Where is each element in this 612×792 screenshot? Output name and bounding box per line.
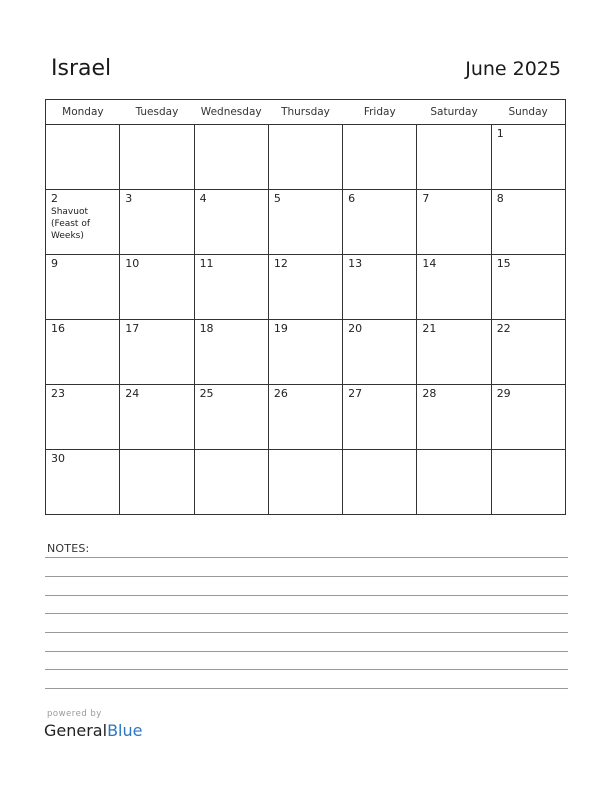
brand-blue-text: Blue [107,721,143,740]
day-number: 5 [273,192,281,205]
weekday-header-wednesday: Wednesday [194,100,268,125]
empty-day-cell [417,450,491,515]
weekday-header-monday: Monday [46,100,120,125]
day-cell [194,190,268,255]
day-cell [343,255,417,320]
day-cell [491,255,565,320]
calendar-week-row [46,385,566,450]
day-cell [491,125,565,190]
day-cell [120,255,194,320]
day-cell [491,190,565,255]
day-cell [491,385,565,450]
empty-day-cell [194,450,268,515]
weekday-header-sunday: Sunday [491,100,565,125]
calendar-week-row [46,255,566,320]
day-cell [46,385,120,450]
note-line [45,576,568,577]
day-cell [194,255,268,320]
day-cell [268,320,342,385]
day-number [417,125,490,127]
day-number: 27 [348,387,363,400]
day-number: 12 [273,257,288,270]
day-number: 7 [422,192,430,205]
day-number: 24 [125,387,140,400]
day-number [343,125,416,127]
empty-day-cell [120,450,194,515]
note-line [45,613,568,614]
empty-day-cell [46,125,120,190]
day-number: 2 [51,192,58,205]
day-cell [46,450,120,515]
note-line [45,595,568,596]
note-line [45,632,568,633]
day-number: 8 [496,192,504,205]
day-number: 16 [51,322,65,335]
calendar-grid [45,99,566,515]
generalblue-logo[interactable] [44,720,142,742]
day-cell [120,190,194,255]
note-line [45,688,568,689]
day-cell [417,255,491,320]
day-cell [268,255,342,320]
day-cell [417,385,491,450]
calendar-month-title: June 2025 [465,58,561,80]
day-cell [491,320,565,385]
day-number [195,125,268,127]
empty-day-cell [268,450,342,515]
weekday-header-thursday: Thursday [268,100,342,125]
day-cell [268,385,342,450]
day-number [120,125,193,127]
calendar-country-title: Israel [51,56,112,81]
holiday-label: Shavuot (Feast of Weeks) [51,207,91,241]
day-number: 21 [422,322,437,335]
day-number: 30 [51,452,65,465]
day-cell [46,190,120,255]
day-number: 25 [199,387,214,400]
empty-day-cell [120,125,194,190]
day-number: 3 [125,192,133,205]
day-number [492,450,565,452]
day-cell [46,255,120,320]
day-number: 15 [496,257,511,270]
calendar-week-row [46,320,566,385]
notes-label: NOTES: [47,542,90,555]
day-cell [417,190,491,255]
day-number [120,450,193,452]
day-number: 18 [199,322,214,335]
note-line [45,557,568,558]
day-number: 6 [348,192,356,205]
weekday-header-saturday: Saturday [417,100,491,125]
day-number: 29 [496,387,511,400]
day-number: 20 [348,322,363,335]
day-number: 14 [422,257,437,270]
day-cell [120,385,194,450]
day-number: 19 [273,322,288,335]
day-cell [343,385,417,450]
empty-day-cell [491,450,565,515]
day-cell [343,190,417,255]
day-number: 9 [51,257,58,270]
day-number: 4 [199,192,207,205]
day-number [46,125,119,127]
day-number: 17 [125,322,140,335]
calendar-week-row [46,450,566,515]
day-number: 11 [199,257,214,270]
empty-day-cell [194,125,268,190]
day-number: 22 [496,322,511,335]
day-cell [46,320,120,385]
day-number: 1 [496,127,504,140]
day-number [269,125,342,127]
day-cell [194,320,268,385]
day-number: 26 [273,387,288,400]
calendar-week-row [46,190,566,255]
powered-by-text: powered by [47,709,102,719]
day-number [195,450,268,452]
weekday-header-tuesday: Tuesday [120,100,194,125]
brand-general-text: General [44,721,108,740]
day-cell [417,320,491,385]
empty-day-cell [343,125,417,190]
day-cell [343,320,417,385]
day-number [417,450,490,452]
day-number: 28 [422,387,437,400]
day-number: 13 [348,257,363,270]
day-number [269,450,342,452]
weekday-header-friday: Friday [343,100,417,125]
day-number: 10 [125,257,140,270]
empty-day-cell [268,125,342,190]
calendar-week-row [46,125,566,190]
day-cell [194,385,268,450]
day-number [343,450,416,452]
day-cell [268,190,342,255]
calendar-body [46,125,566,515]
day-number: 23 [51,387,65,400]
note-line [45,669,568,670]
empty-day-cell [343,450,417,515]
day-cell [120,320,194,385]
note-line [45,651,568,652]
empty-day-cell [417,125,491,190]
weekday-header-row [46,100,566,125]
